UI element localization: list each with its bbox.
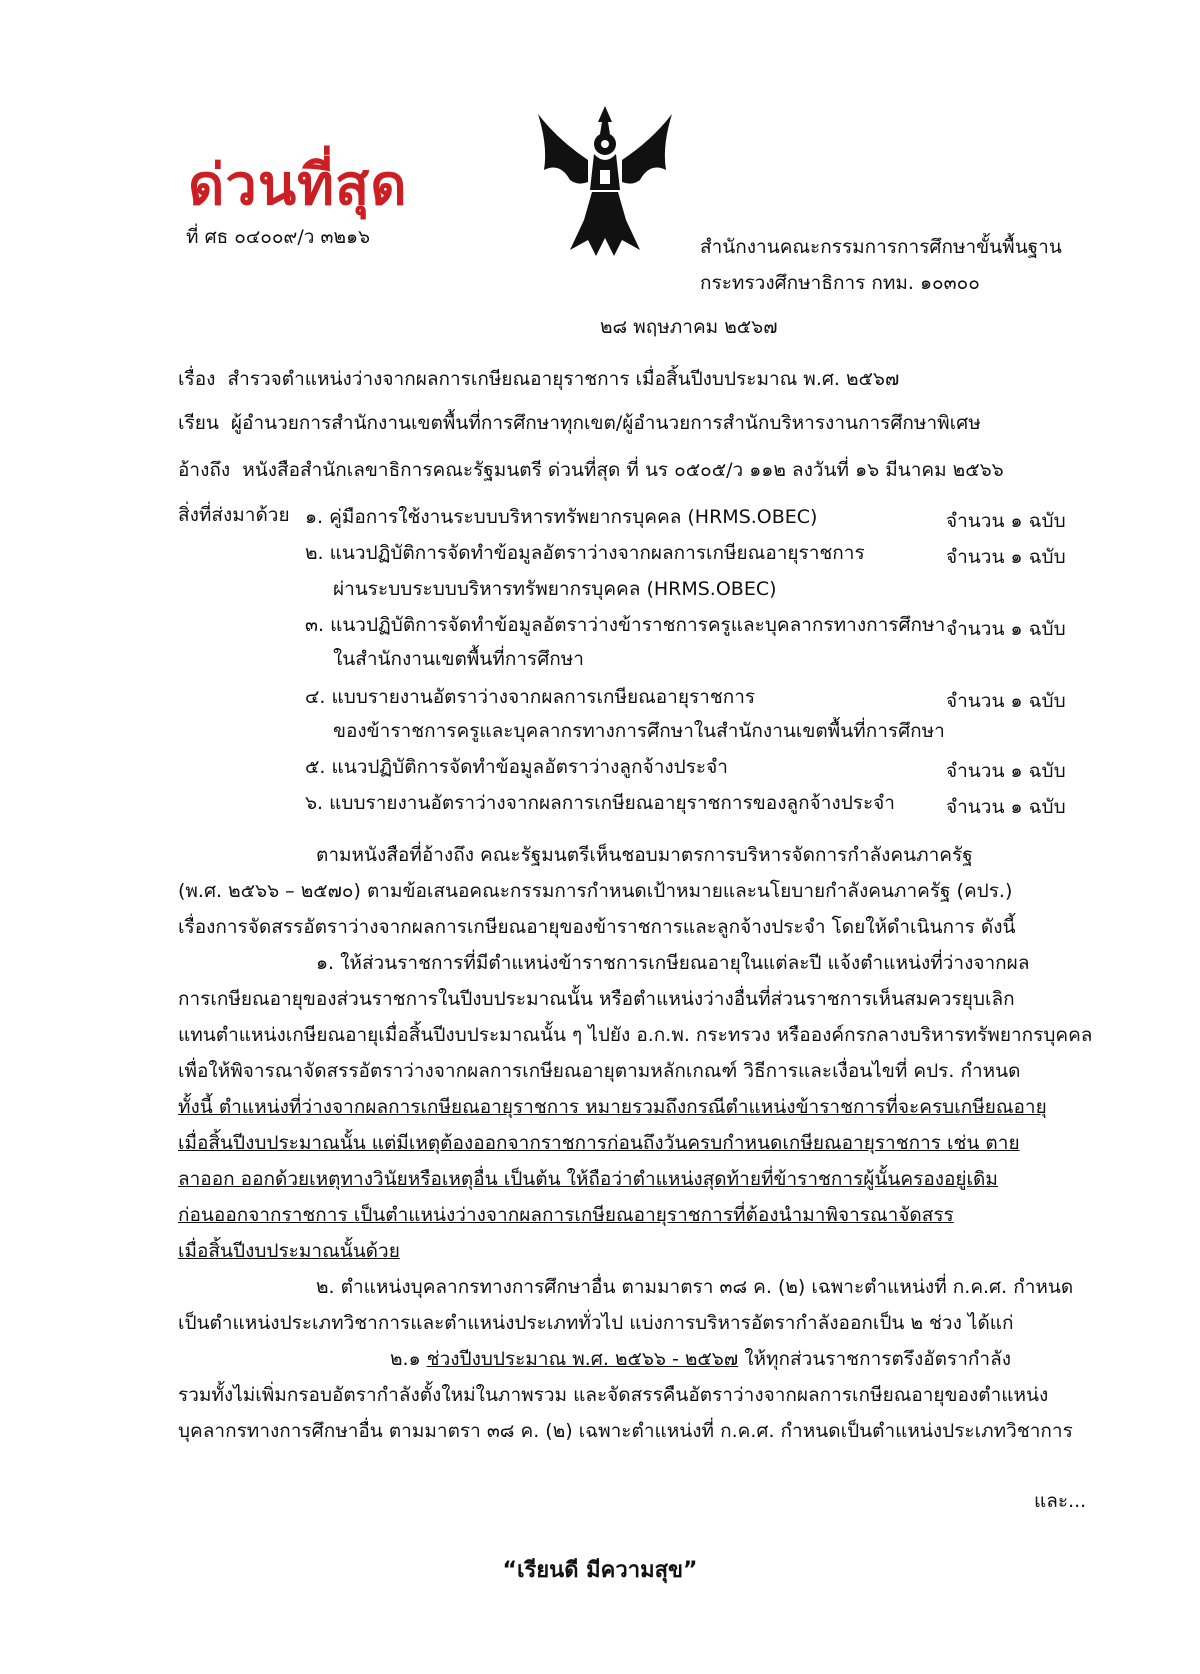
enclosure-item: ๒. แนวปฏิบัติการจัดทำข้อมูลอัตราว่างจากผลการเกษียณอายุราชการ (305, 542, 865, 564)
enclosure-copies: จำนวน ๑ ฉบับ (946, 796, 1066, 818)
body-paragraph-line: เป็นตำแหน่งประเภทวิชาการและตำแหน่งประเภททั่วไป แบ่งการบริหารอัตรากำลังออกเป็น ๒ ช่วง ได้แก่ (178, 1312, 1014, 1334)
enclosure-item: ๔. แบบรายงานอัตราว่างจากผลการเกษียณอายุราชการ (305, 686, 756, 708)
motto: “เรียนดี มีความสุข” (502, 1558, 698, 1583)
body-paragraph-line: ๒. ตำแหน่งบุคลากรทางการศึกษาอื่น ตามมาตรา ๓๘ ค. (๒) เฉพาะตำแหน่งที่ ก.ค.ศ. กำหนด (316, 1276, 1074, 1298)
enclosure-item: ๑. คู่มือการใช้งานระบบบริหารทรัพยากรบุคคล (HRMS.OBEC) (305, 506, 818, 528)
agency-address: กระทรวงศึกษาธิการ กทม. ๑๐๓๐๐ (700, 272, 980, 294)
clause-number: ๒.๑ (390, 1348, 421, 1370)
body-paragraph-line: ตามหนังสือที่อ้างถึง คณะรัฐมนตรีเห็นชอบมาตรการบริหารจัดการกำลังคนภาครัฐ (316, 844, 973, 866)
enclosure-copies: จำนวน ๑ ฉบับ (946, 546, 1066, 568)
body-paragraph-line: การเกษียณอายุของส่วนราชการในปีงบประมาณนั้น หรือตำแหน่งว่างอื่นที่ส่วนราชการเห็นสมควรยุบเลิก (178, 988, 1015, 1010)
enclosure-item-continued: ในสำนักงานเขตพื้นที่การศึกษา (333, 648, 584, 670)
body-paragraph-line: รวมทั้งไม่เพิ่มกรอบอัตรากำลังตั้งใหม่ในภาพรวม และจัดสรรคืนอัตราว่างจากผลการเกษียณอายุของตำแหน่ง (178, 1384, 1049, 1406)
underlined-line: ก่อนออกจากราชการ เป็นตำแหน่งว่างจากผลการเกษียณอายุราชการที่ต้องนำมาพิจารณาจัดสรร (178, 1204, 954, 1226)
enclosure-copies: จำนวน ๑ ฉบับ (946, 760, 1066, 782)
clause-text: ให้ทุกส่วนราชการตรึงอัตรากำลัง (744, 1348, 1011, 1370)
enclosure-copies: จำนวน ๑ ฉบับ (946, 618, 1066, 640)
document-number: ที่ ศธ ๐๔๐๐๙/ว ๓๒๑๖ (186, 226, 371, 248)
body-paragraph-line: บุคลากรทางการศึกษาอื่น ตามมาตรา ๓๘ ค. (๒) เฉพาะตำแหน่งที่ ก.ค.ศ. กำหนดเป็นตำแหน่งประเภทวิชาการ (178, 1420, 1073, 1442)
underlined-line: เมื่อสิ้นปีงบประมาณนั้น แต่มีเหตุต้องออกจากราชการก่อนถึงวันครบกำหนดเกษียณอายุราชการ เช่น ตาย (178, 1132, 1020, 1154)
document-date: ๒๘ พฤษภาคม ๒๕๖๗ (600, 316, 778, 338)
enclosures-label: สิ่งที่ส่งมาด้วย (178, 504, 290, 526)
addressee-label: เรียน (178, 412, 219, 434)
body-paragraph-line: ๑. ให้ส่วนราชการที่มีตำแหน่งข้าราชการเกษียณอายุในแต่ละปี แจ้งตำแหน่งที่ว่างจากผล (316, 952, 1030, 974)
subject-line (178, 364, 899, 394)
underlined-phrase: ช่วงปีงบประมาณ พ.ศ. ๒๕๖๖ - ๒๕๖๗ (426, 1348, 739, 1370)
addressee-text: ผู้อำนวยการสำนักงานเขตพื้นที่การศึกษาทุกเขต/ผู้อำนวยการสำนักบริหารงานการศึกษาพิเศษ (230, 412, 981, 434)
subject-text: สำรวจตำแหน่งว่างจากผลการเกษียณอายุราชการ เมื่อสิ้นปีงบประมาณ พ.ศ. ๒๕๖๗ (227, 368, 900, 390)
continued-marker: และ... (1034, 1490, 1087, 1512)
enclosure-item-continued: ของข้าราชการครูและบุคลากรทางการศึกษาในสำนักงานเขตพื้นที่การศึกษา (333, 720, 945, 742)
agency-name: สำนักงานคณะกรรมการการศึกษาขั้นพื้นฐาน (700, 236, 1062, 258)
enclosure-item: ๕. แนวปฏิบัติการจัดทำข้อมูลอัตราว่างลูกจ้างประจำ (305, 756, 728, 778)
body-paragraph-line: เพื่อให้พิจารณาจัดสรรอัตราว่างจากผลการเกษียณอายุตามหลักเกณฑ์ วิธีการและเงื่อนไขที่ คปร. กำหนด (178, 1060, 1021, 1082)
reference-text: หนังสือสำนักเลขาธิการคณะรัฐมนตรี ด่วนที่สุด ที่ นร ๐๕๐๕/ว ๑๑๒ ลงวันที่ ๑๖ มีนาคม ๒๕๖๖ (242, 459, 1004, 481)
reference-line (178, 455, 1004, 485)
underlined-line: ทั้งนี้ ตำแหน่งที่ว่างจากผลการเกษียณอายุราชการ หมายรวมถึงกรณีตำแหน่งข้าราชการที่จะครบเกษียณอายุ (178, 1096, 1047, 1118)
enclosure-copies: จำนวน ๑ ฉบับ (946, 510, 1066, 532)
body-paragraph-line (390, 1344, 1200, 1374)
enclosure-item: ๓. แนวปฏิบัติการจัดทำข้อมูลอัตราว่างข้าราชการครูและบุคลากรทางการศึกษา (305, 614, 946, 636)
body-paragraph-line: เรื่องการจัดสรรอัตราว่างจากผลการเกษียณอายุของข้าราชการและลูกจ้างประจำ โดยให้ดำเนินการ ดังนี้ (178, 916, 1016, 938)
underlined-line: ลาออก ออกด้วยเหตุทางวินัยหรือเหตุอื่น เป็นต้น ให้ถือว่าตำแหน่งสุดท้ายที่ข้าราชการผู้นั้นครองอยู่เดิม (178, 1168, 998, 1190)
enclosure-item-continued: ผ่านระบบระบบบริหารทรัพยากรบุคคล (HRMS.OBEC) (333, 578, 777, 600)
underlined-line: เมื่อสิ้นปีงบประมาณนั้นด้วย (178, 1240, 400, 1262)
body-paragraph-line: แทนตำแหน่งเกษียณอายุเมื่อสิ้นปีงบประมาณนั้น ๆ ไปยัง อ.ก.พ. กระทรวง หรือองค์กรกลางบริหารทรัพยากรบุคคล (178, 1024, 1093, 1046)
enclosure-copies: จำนวน ๑ ฉบับ (946, 690, 1066, 712)
addressee-line (178, 408, 981, 438)
enclosure-item: ๖. แบบรายงานอัตราว่างจากผลการเกษียณอายุราชการของลูกจ้างประจำ (305, 792, 895, 814)
body-paragraph-line: (พ.ศ. ๒๕๖๖ – ๒๕๗๐) ตามข้อเสนอคณะกรรมการกำหนดเป้าหมายและนโยบายกำลังคนภาครัฐ (คปร.) (178, 880, 1013, 902)
reference-label: อ้างถึง (178, 459, 231, 481)
garuda-emblem-icon (530, 100, 680, 260)
subject-label: เรื่อง (178, 368, 216, 390)
urgent-stamp: ด่วนที่สุด (188, 152, 408, 218)
